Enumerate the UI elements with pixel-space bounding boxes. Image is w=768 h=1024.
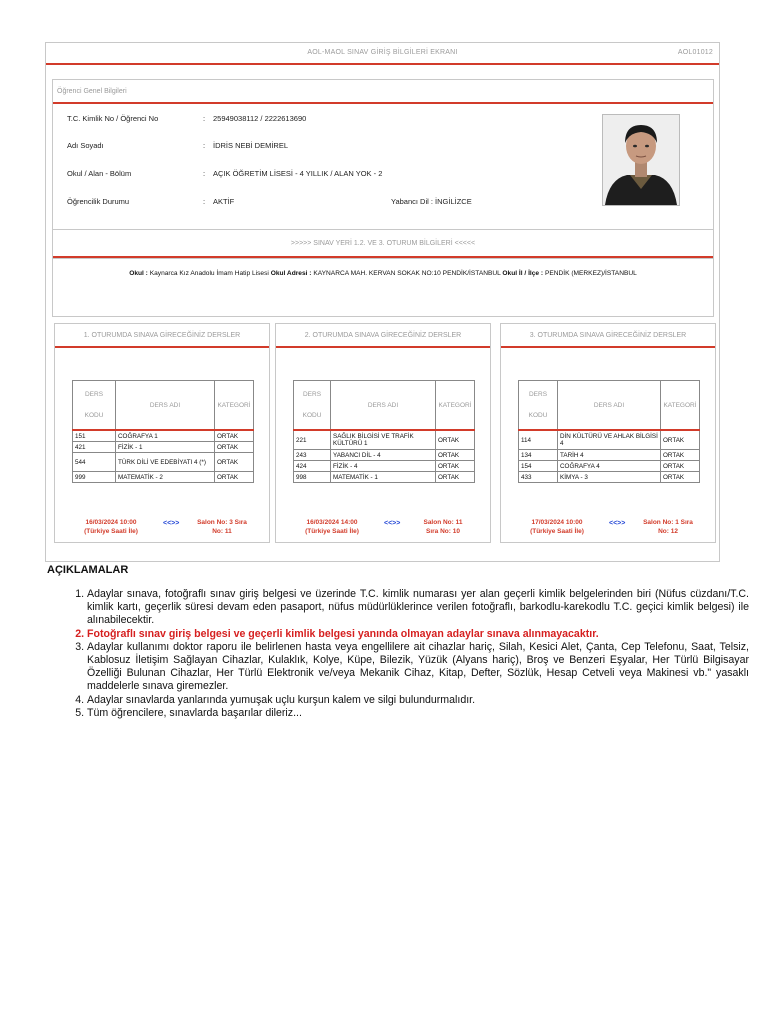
list-item: 2. Fotoğraflı sınav giriş belgesi ve geçerli kimlik belgesi yanında olmayan adaylar sınava alınmayacaktır.	[87, 628, 749, 641]
col-ders-kodu: DERS KODU	[73, 381, 116, 431]
student-photo	[602, 114, 680, 206]
session-date: 17/03/2024 10:00 (Türkiye Saati İle)	[530, 519, 584, 535]
table-header-row	[519, 381, 700, 431]
session-title: 1. OTURUMDA SINAVA GİRECEĞİNİZ DERSLER	[55, 324, 269, 348]
list-item: 3. Adaylar kullanımı doktor raporu ile belirlenen hasta veya engellilere ait cihazlar hariç, Silah, Kesici Alet, Çanta, Cep Telefonu, Saat, Telsiz, Kablosuz İletişim Sağlayan Cihazlar, Kulaklık, Kolye, Küpe, Bilezik, Yüzük (Alyans hariç), Broş ve Benzeri Eşyalar, Her Türlü Bilgisayar Özelliği Bulunan Cihazlar, Her Türlü Elektronik ve/veya Mekanik Cihaz, Kitap, Defter, Sözlük, Hesap Cetveli veya Makinesi vb." yasaklı maddelerle sınava giremezler.	[87, 641, 749, 694]
table-row: 151 COĞRAFYA 1 ORTAK	[73, 430, 254, 442]
table-row: 998 MATEMATİK - 1 ORTAK	[294, 472, 475, 483]
col-kategori: KATEGORİ	[436, 381, 475, 431]
table-row: 243 YABANCI DİL - 4 ORTAK	[294, 450, 475, 461]
table-row: 114 DİN KÜLTÜRÜ VE AHLAK BİLGİSİ 4 ORTAK	[519, 430, 700, 450]
table-row: 424 FİZİK - 4 ORTAK	[294, 461, 475, 472]
list-item: 4. Adaylar sınavlarda yanlarında yumuşak uçlu kurşun kalem ve silgi bulundurmalıdır.	[87, 694, 749, 707]
table-header-row	[294, 381, 475, 431]
table-row: 221 SAĞLIK BİLGİSİ VE TRAFİK KÜLTÜRÜ 1 ORTAK	[294, 430, 475, 450]
info-value: 25949038112 / 2222613690	[213, 114, 307, 123]
info-label: Adı Soyadı	[67, 141, 104, 150]
col-ders-kodu: DERS KODU	[519, 381, 558, 431]
top-bar	[46, 43, 719, 65]
exam-card	[45, 42, 720, 562]
school-address-line	[53, 270, 713, 277]
session-2-panel	[275, 323, 491, 543]
session-salon: Salon No: 1 Sıra No: 12	[643, 519, 693, 535]
info-label: Öğrencilik Durumu	[67, 197, 130, 206]
session-date: 16/03/2024 14:00 (Türkiye Saati İle)	[305, 519, 359, 535]
table-row: 154 COĞRAFYA 4 ORTAK	[519, 461, 700, 472]
table-row: 544 TÜRK DİLİ VE EDEBİYATI 4 (*) ORTAK	[73, 453, 254, 472]
exam-location-section	[52, 229, 714, 317]
info-colon: :	[203, 141, 206, 150]
col-kategori: KATEGORİ	[661, 381, 700, 431]
district-label: Okul İl / İlçe :	[502, 270, 544, 277]
info-colon: :	[203, 197, 206, 206]
session-1-table	[72, 380, 254, 483]
table-header-row	[73, 381, 254, 431]
table-row: 999 MATEMATİK - 2 ORTAK	[73, 472, 254, 483]
screen-title: AOL-MAOL SINAV GİRİŞ BİLGİLERİ EKRANI	[307, 49, 458, 56]
school-district: PENDİK (MERKEZ)/İSTANBUL	[544, 270, 637, 277]
table-row: 134 TARİH 4 ORTAK	[519, 450, 700, 461]
col-ders-kodu: DERS KODU	[294, 381, 331, 431]
info-value: İDRİS NEBİ DEMİREL	[213, 141, 289, 150]
info-label: T.C. Kimlik No / Öğrenci No	[67, 114, 159, 123]
col-ders-adi: DERS ADI	[558, 381, 661, 431]
arrow-icon: <<>>	[609, 520, 626, 527]
session-title: 3. OTURUMDA SINAVA GİRECEĞİNİZ DERSLER	[501, 324, 715, 348]
list-item: 1. Adaylar sınava, fotoğraflı sınav giriş belgesi ve üzerinde T.C. kimlik numarası yer alan geçerli kimlik belgelerinden biri (Nüfus cüzdanı/T.C. kimlik kartı, geçerlik süresi devam eden pasaport, nüfus müdürlüklerince verilen fotoğraflı, barkodlu-karekodlu T.C. geçici kimlik belgesi) ile alınabilecektir.	[87, 588, 749, 628]
session-1-panel	[54, 323, 270, 543]
info-row-name	[67, 141, 587, 151]
col-ders-adi: DERS ADI	[116, 381, 215, 431]
session-title: 2. OTURUMDA SINAVA GİRECEĞİNİZ DERSLER	[276, 324, 490, 348]
table-row: 433 KİMYA - 3 ORTAK	[519, 472, 700, 483]
table-row: 421 FİZİK - 1 ORTAK	[73, 442, 254, 453]
info-value: AKTİF	[213, 197, 235, 206]
info-row-status	[67, 197, 587, 207]
foreign-language: Yabancı Dil : İNGİLİZCE	[391, 197, 472, 206]
school-label: Okul :	[129, 270, 148, 277]
info-label: Okul / Alan - Bölüm	[67, 169, 132, 178]
arrow-icon: <<>>	[163, 520, 180, 527]
col-ders-adi: DERS ADI	[331, 381, 436, 431]
exam-location-title: >>>>> SINAV YERİ 1.2. VE 3. OTURUM BİLGİLERİ <<<<<	[53, 230, 713, 258]
session-salon: Salon No: 11 Sıra No: 10	[423, 519, 463, 535]
col-kategori: KATEGORİ	[215, 381, 254, 431]
screen-code: AOL01012	[677, 49, 713, 56]
info-row-tc	[67, 114, 587, 124]
session-salon: Salon No: 3 Sıra No: 11	[197, 519, 247, 535]
session-3-panel	[500, 323, 716, 543]
session-date: 16/03/2024 10:00 (Türkiye Saati İle)	[84, 519, 138, 535]
info-row-school	[67, 169, 587, 179]
address-label: Okul Adresi :	[270, 270, 312, 277]
student-info-title: Öğrenci Genel Bilgileri	[53, 80, 713, 104]
notes-list	[60, 588, 749, 720]
info-colon: :	[203, 169, 206, 178]
info-colon: :	[203, 114, 206, 123]
session-2-table	[293, 380, 475, 483]
school-address: KAYNARCA MAH. KERVAN SOKAK NO:10 PENDİK/İSTANBUL	[313, 270, 501, 277]
info-value: AÇIK ÖĞRETİM LİSESİ - 4 YILLIK / ALAN YOK - 2	[213, 169, 383, 178]
session-3-table	[518, 380, 700, 483]
school-name: Kaynarca Kız Anadolu İmam Hatip Lisesi	[149, 270, 269, 277]
list-item: 5. Tüm öğrencilere, sınavlarda başarılar dileriz...	[87, 707, 749, 720]
notes-title: AÇIKLAMALAR	[47, 564, 129, 576]
arrow-icon: <<>>	[384, 520, 401, 527]
